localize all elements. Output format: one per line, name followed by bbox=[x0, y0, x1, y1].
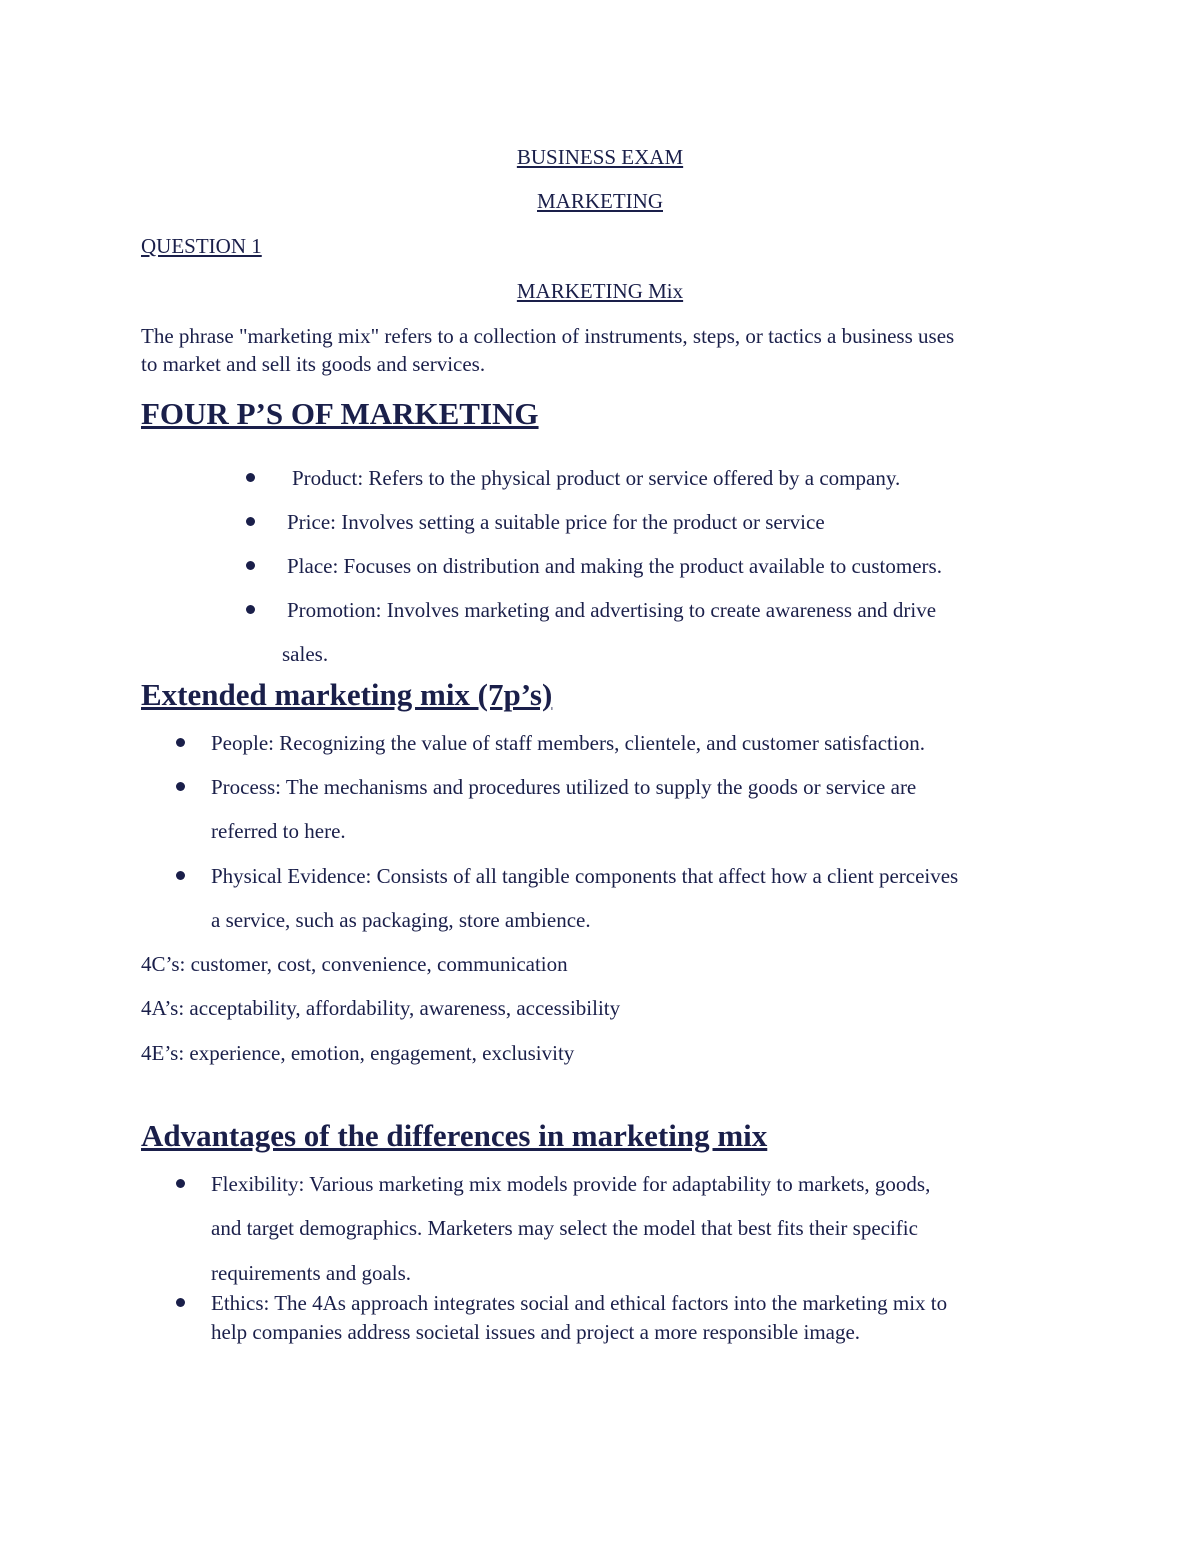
extended-heading: Extended marketing mix (7p’s) bbox=[141, 677, 553, 712]
advantages-ethics: Ethics: The 4As approach integrates social and ethical factors into the marketing mix to bbox=[211, 1291, 948, 1315]
extended-physical-evidence-cont: a service, such as packaging, store ambience. bbox=[211, 908, 591, 932]
bullet-icon bbox=[246, 473, 255, 482]
advantages-heading: Advantages of the differences in marketing mix bbox=[141, 1118, 768, 1153]
advantages-flexibility-cont-2: requirements and goals. bbox=[211, 1261, 412, 1285]
advantages-flexibility: Flexibility: Various marketing mix models provide for adaptability to markets, goods, bbox=[211, 1172, 931, 1196]
extended-people: People: Recognizing the value of staff members, clientele, and customer satisfaction. bbox=[211, 731, 925, 755]
four-ps-heading: FOUR P’S OF MARKETING bbox=[141, 396, 539, 431]
four-as-line: 4A’s: acceptability, affordability, awareness, accessibility bbox=[141, 996, 621, 1020]
extended-physical-evidence: Physical Evidence: Consists of all tangible components that affect how a client perceives bbox=[211, 864, 959, 888]
four-cs-line: 4C’s: customer, cost, convenience, communication bbox=[141, 952, 568, 976]
bullet-icon bbox=[246, 517, 255, 526]
topic-heading: MARKETING Mix bbox=[516, 279, 684, 303]
question-label: QUESTION 1 bbox=[141, 234, 262, 258]
bullet-icon bbox=[176, 1298, 185, 1307]
bullet-icon bbox=[176, 782, 185, 791]
doc-title: BUSINESS EXAM bbox=[516, 145, 684, 169]
bullet-icon bbox=[176, 871, 185, 880]
four-ps-promotion: Promotion: Involves marketing and advertising to create awareness and drive bbox=[287, 598, 937, 622]
bullet-icon bbox=[176, 1179, 185, 1188]
four-es-line: 4E’s: experience, emotion, engagement, exclusivity bbox=[141, 1041, 575, 1065]
intro-line-2: to market and sell its goods and services. bbox=[141, 352, 486, 376]
four-ps-promotion-cont: sales. bbox=[282, 642, 329, 666]
four-ps-price: Price: Involves setting a suitable price for the product or service bbox=[287, 510, 825, 534]
extended-process: Process: The mechanisms and procedures utilized to supply the goods or service are bbox=[211, 775, 917, 799]
four-ps-place: Place: Focuses on distribution and making the product available to customers. bbox=[287, 554, 942, 578]
four-ps-product: Product: Refers to the physical product or service offered by a company. bbox=[292, 466, 901, 490]
bullet-icon bbox=[176, 738, 185, 747]
intro-line-1: The phrase "marketing mix" refers to a collection of instruments, steps, or tactics a business uses bbox=[141, 324, 955, 348]
extended-process-cont: referred to here. bbox=[211, 819, 346, 843]
advantages-flexibility-cont-1: and target demographics. Marketers may select the model that best fits their specific bbox=[211, 1216, 918, 1240]
bullet-icon bbox=[246, 605, 255, 614]
advantages-ethics-cont: help companies address societal issues and project a more responsible image. bbox=[211, 1320, 861, 1344]
bullet-icon bbox=[246, 561, 255, 570]
doc-subject: MARKETING bbox=[537, 189, 663, 213]
